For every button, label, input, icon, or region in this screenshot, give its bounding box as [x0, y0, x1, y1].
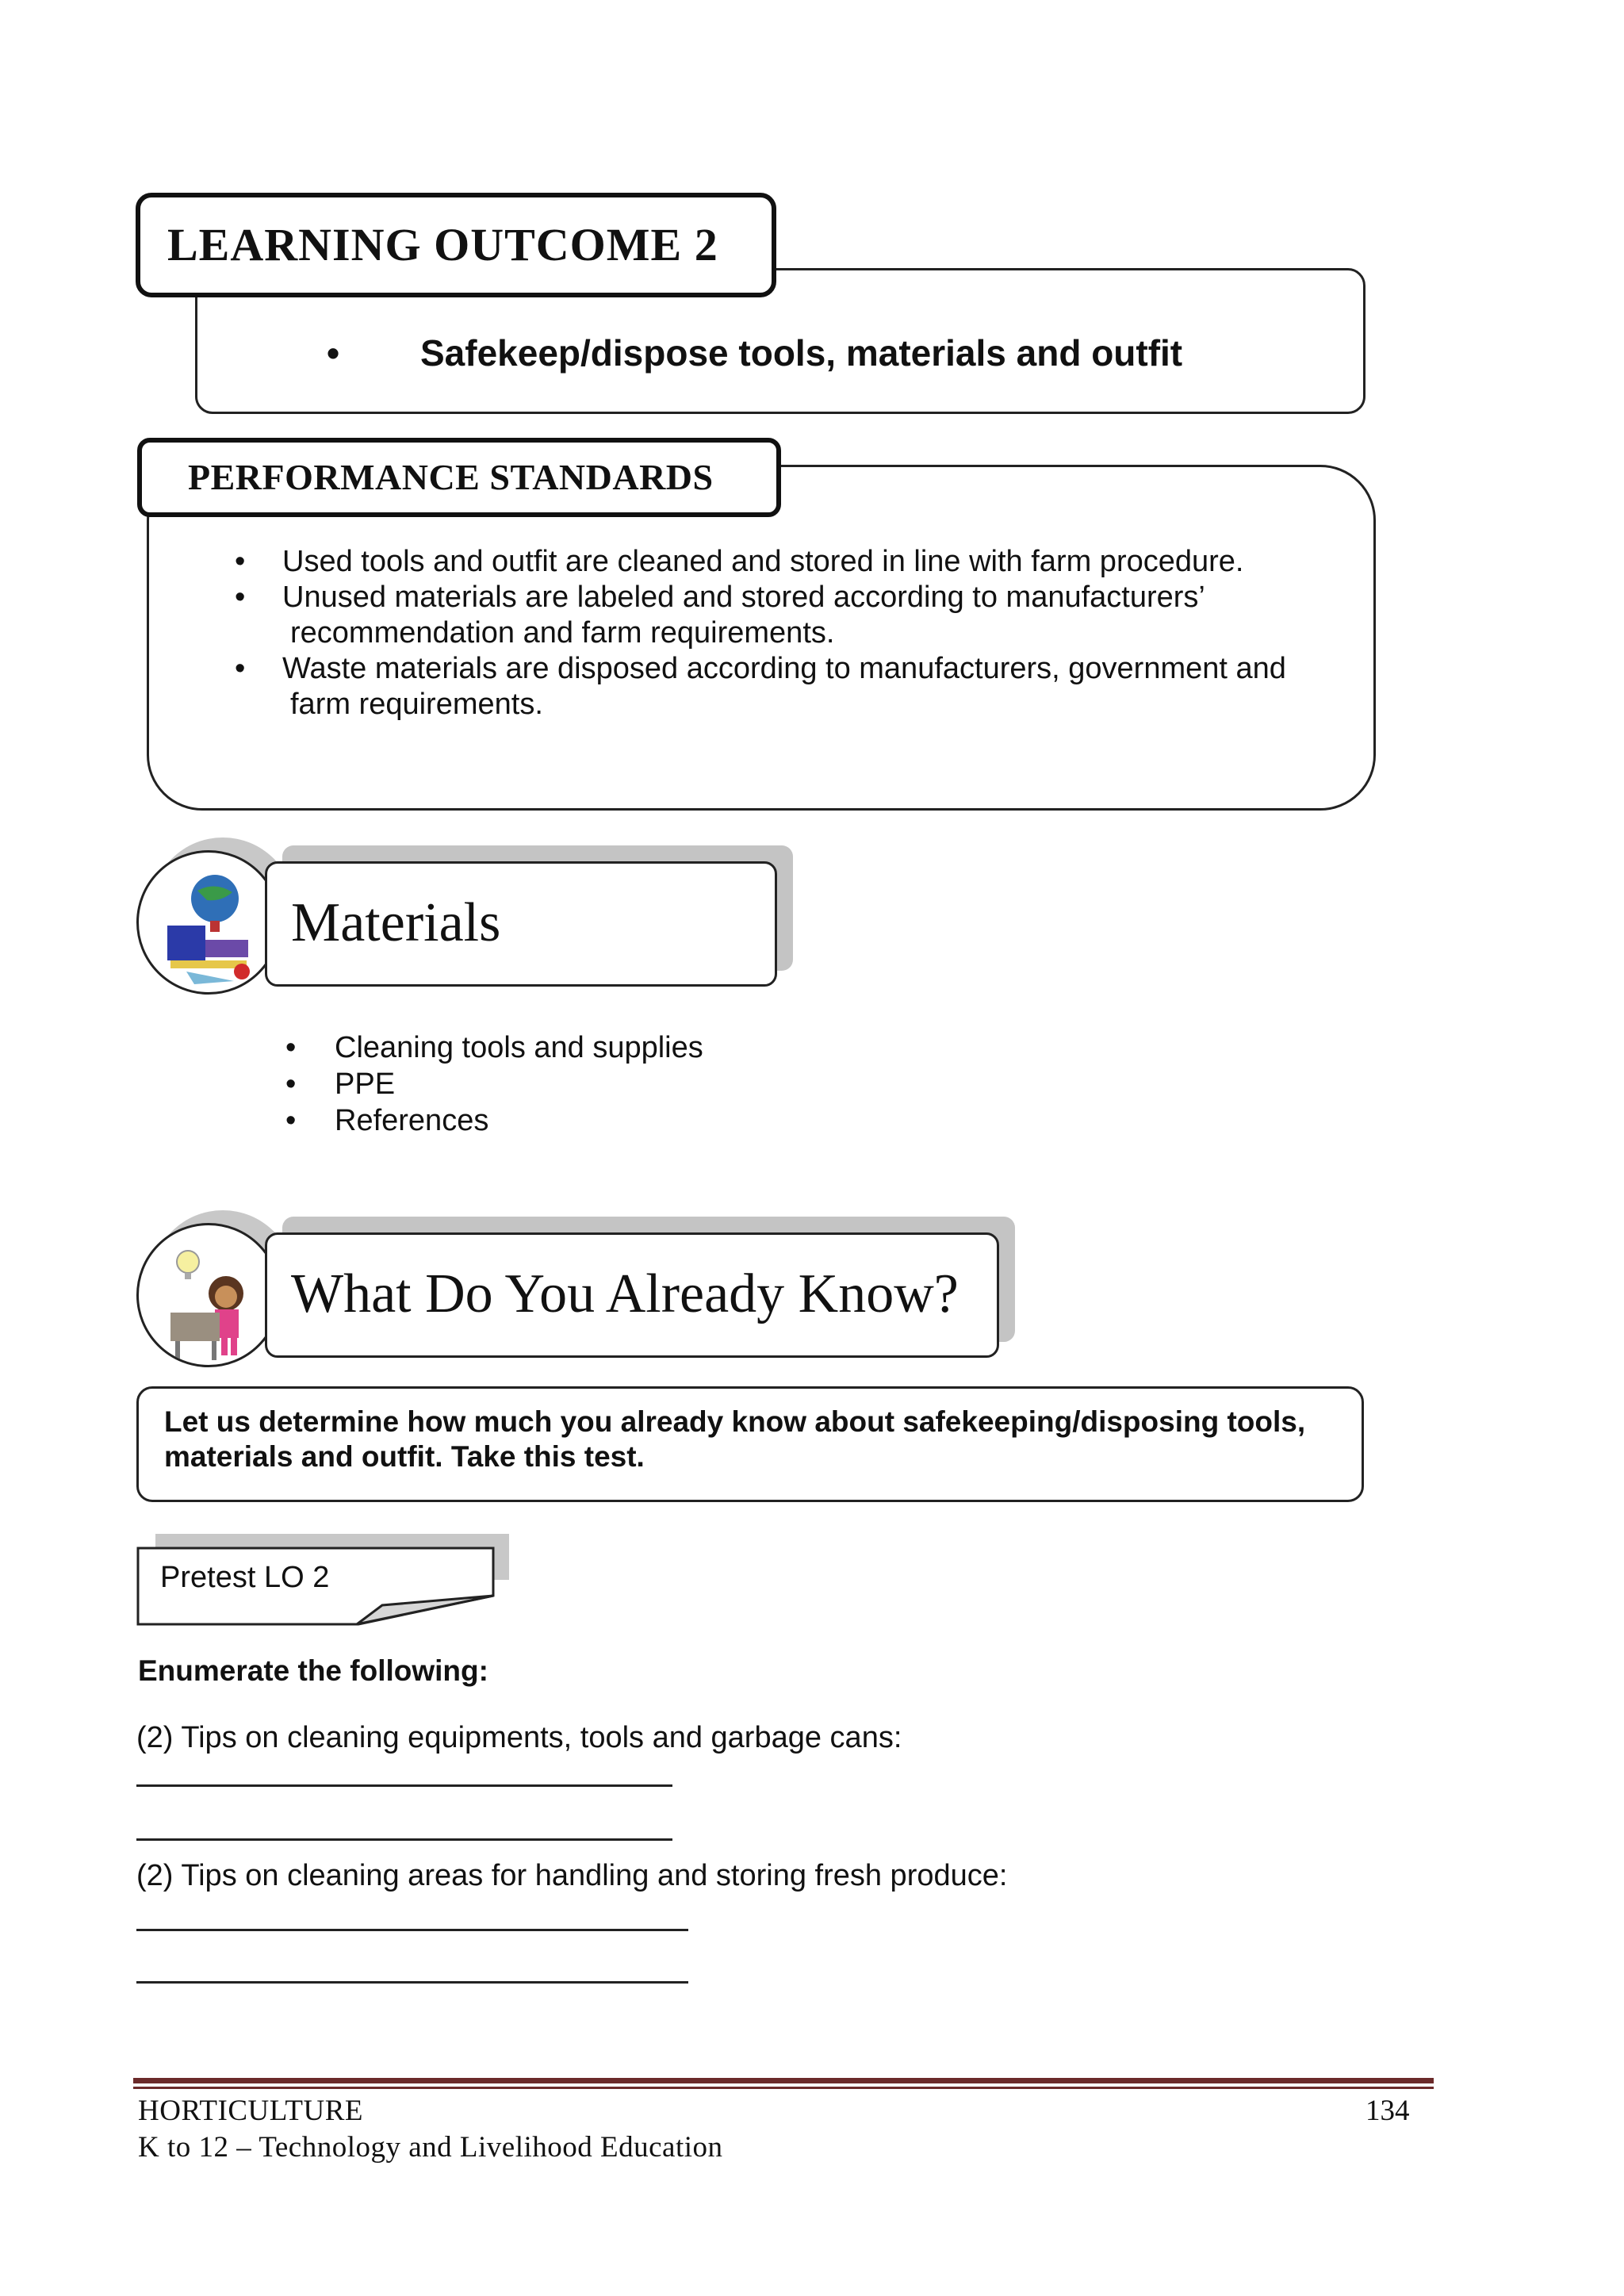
list-item-text-continued: farm requirements. — [290, 688, 543, 721]
what-do-you-know-title: What Do You Already Know? — [265, 1232, 999, 1358]
question-2: (2) Tips on cleaning areas for handling and storing fresh produce: — [136, 1859, 1008, 1892]
list-item — [285, 1066, 703, 1102]
list-item-text: PPE — [335, 1068, 396, 1101]
student-lightbulb-icon — [136, 1223, 281, 1367]
bullet: • — [235, 652, 246, 685]
answer-line — [136, 1981, 688, 1984]
list-item-text-continued: recommendation and farm requirements. — [290, 616, 835, 650]
bullet: • — [235, 545, 246, 578]
list-item — [285, 1029, 703, 1066]
bullet: • — [285, 1104, 297, 1137]
list-item-text: Cleaning tools and supplies — [335, 1031, 703, 1064]
list-item-text: Used tools and outfit are cleaned and stored in line with farm procedure. — [282, 545, 1244, 578]
page-number: 134 — [1365, 2095, 1410, 2127]
footer-rule-thin — [133, 2087, 1434, 2089]
intro-box — [136, 1386, 1364, 1502]
list-item — [235, 651, 1345, 723]
pretest-instruction: Enumerate the following: — [138, 1654, 488, 1687]
footer-rule — [133, 2078, 1434, 2083]
answer-line — [136, 1838, 672, 1841]
footer-course: K to 12 – Technology and Livelihood Education — [138, 2131, 723, 2164]
list-item — [235, 580, 1345, 651]
pretest-label: Pretest LO 2 — [160, 1561, 330, 1594]
list-item-text: References — [335, 1104, 489, 1137]
materials-list — [285, 1029, 703, 1139]
bullet: • — [285, 1068, 297, 1101]
answer-line — [136, 1784, 672, 1787]
performance-standards-title: PERFORMANCE STANDARDS — [137, 438, 781, 517]
list-item — [285, 1102, 703, 1139]
performance-standards-list — [235, 544, 1345, 723]
list-item-text: Unused materials are labeled and stored according to manufacturers’ — [282, 581, 1205, 614]
globe-books-icon — [136, 850, 281, 995]
learning-outcome-title: LEARNING OUTCOME 2 — [136, 193, 776, 297]
learning-outcome-text: Safekeep/dispose tools, materials and outfit — [420, 332, 1183, 374]
materials-title: Materials — [265, 861, 777, 987]
footer-subject: HORTICULTURE — [138, 2095, 364, 2127]
learning-outcome-bullet: • — [327, 332, 340, 374]
question-1: (2) Tips on cleaning equipments, tools and garbage cans: — [136, 1721, 902, 1754]
list-item — [235, 544, 1345, 580]
bullet: • — [235, 581, 246, 614]
answer-line — [136, 1929, 688, 1931]
intro-text-line1: Let us determine how much you already know about safekeeping/disposing tools, — [164, 1405, 1306, 1438]
intro-text-line2: materials and outfit. Take this test. — [164, 1440, 645, 1473]
list-item-text: Waste materials are disposed according to manufacturers, government and — [282, 652, 1286, 685]
bullet: • — [285, 1031, 297, 1064]
